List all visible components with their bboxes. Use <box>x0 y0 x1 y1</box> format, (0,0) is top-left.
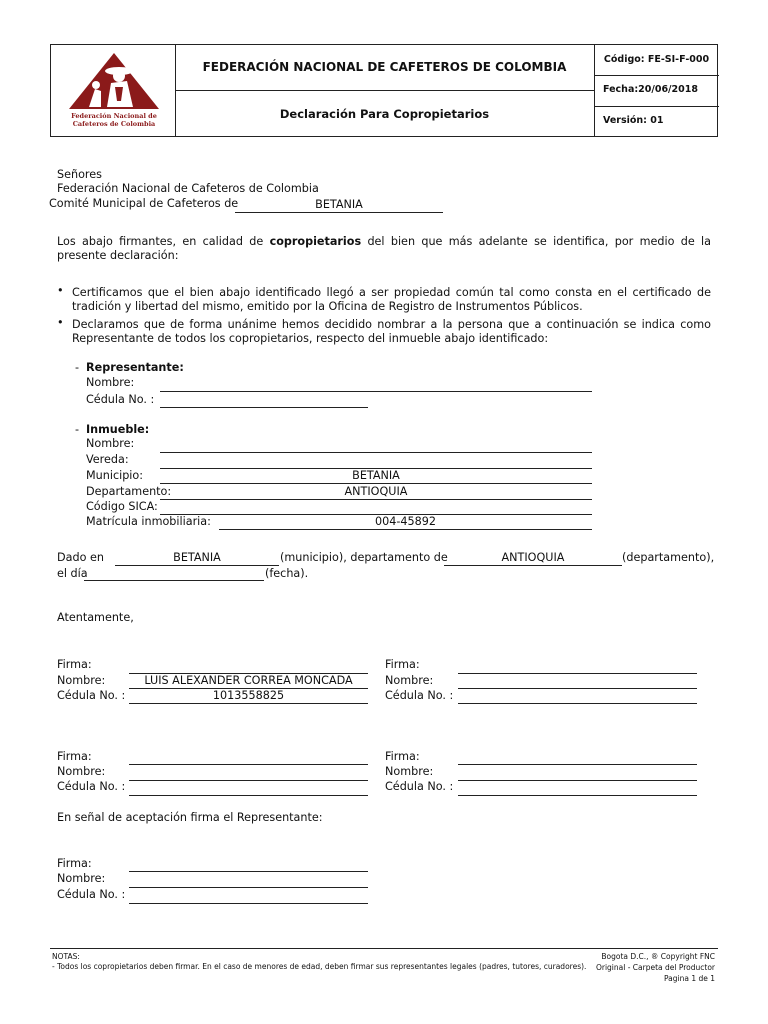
sig1-nombre-field[interactable]: LUIS ALEXANDER CORREA MONCADA <box>144 674 353 687</box>
sig2-firma-label: Firma: <box>385 658 420 671</box>
inmueble-name-label: Nombre: <box>86 437 135 450</box>
sig2-firma-field[interactable] <box>458 673 697 674</box>
sig4-nombre-label: Nombre: <box>385 765 434 778</box>
acceptance-text: En señal de aceptación firma el Representante: <box>57 811 323 824</box>
sig5-firma-label: Firma: <box>57 857 92 870</box>
salutation-line3: Comité Municipal de Cafeteros de <box>49 197 239 210</box>
representante-title: Representante: <box>86 361 184 374</box>
bullet-item-2: Declaramos que de forma unánime hemos decidido nombrar a la persona que a continuación se indica como Representante de todos los copropietarios, respecto del inmueble abajo identificado: <box>72 318 711 345</box>
document-code: Código: FE-SI-F-000 <box>603 54 710 65</box>
sig5-cedula-field[interactable] <box>129 903 368 904</box>
sig3-nombre-field[interactable] <box>129 780 368 781</box>
logo-text-line2: Cafeteros de Colombia <box>72 120 156 128</box>
closing-text: Atentamente, <box>57 611 134 624</box>
footer-divider <box>50 948 718 949</box>
inmueble-sica-label: Código SICA: <box>86 500 158 513</box>
sig5-nombre-field[interactable] <box>129 887 368 888</box>
dado-day-label: el día <box>57 567 88 580</box>
fnc-logo <box>65 51 163 133</box>
representante-name-field[interactable] <box>160 391 592 392</box>
sig5-nombre-label: Nombre: <box>57 872 106 885</box>
document-header <box>50 44 718 137</box>
bullet-item-1: Certificamos que el bien abajo identificado llegó a ser propiedad común tal como consta en el certificado de tradición y libertad del mismo, emitido por la Oficina de Registro de Instrumentos Públicos. <box>72 286 711 313</box>
sig1-cedula-label: Cédula No. : <box>57 689 126 702</box>
footer-notes-text: - Todos los copropietarios deben firmar. En el caso de menores de edad, deben firmar sus representantes legales (padres, tutores, curadores). <box>52 962 587 971</box>
document-date: Fecha:20/06/2018 <box>603 84 698 95</box>
sig2-cedula-label: Cédula No. : <box>385 689 454 702</box>
dado-en-label: Dado en <box>57 551 104 564</box>
sig3-nombre-label: Nombre: <box>57 765 106 778</box>
representante-dash: - <box>75 361 80 374</box>
inmueble-matricula-field[interactable]: 004-45892 <box>375 515 436 528</box>
representante-id-label: Cédula No. : <box>86 393 155 406</box>
inmueble-vereda-label: Vereda: <box>86 453 129 466</box>
document-title: Declaración Para Copropietarios <box>279 107 490 121</box>
sig1-firma-label: Firma: <box>57 658 92 671</box>
coffee-grower-logo-icon <box>65 51 163 113</box>
dado-fecha-field[interactable] <box>84 580 264 581</box>
footer-original: Original - Carpeta del Productor <box>595 963 715 972</box>
dado-departamento-field[interactable]: ANTIOQUIA <box>501 551 565 564</box>
representante-name-label: Nombre: <box>86 376 135 389</box>
dado-middle-text: (municipio), departamento de <box>280 551 448 564</box>
sig4-firma-field[interactable] <box>458 764 697 765</box>
sig5-cedula-label: Cédula No. : <box>57 888 126 901</box>
inmueble-departamento-label: Departamento: <box>86 485 172 498</box>
sig2-nombre-field[interactable] <box>458 688 697 689</box>
sig3-firma-label: Firma: <box>57 750 92 763</box>
salutation-line2: Federación Nacional de Cafeteros de Colombia <box>57 182 319 195</box>
inmueble-departamento-field[interactable]: ANTIOQUIA <box>344 485 408 498</box>
inmueble-name-field[interactable] <box>160 452 592 453</box>
sig2-cedula-field[interactable] <box>458 703 697 704</box>
dado-municipio-field[interactable]: BETANIA <box>173 551 221 564</box>
intro-paragraph <box>57 235 711 263</box>
sig1-cedula-field[interactable]: 1013558825 <box>212 689 285 702</box>
sig4-cedula-field[interactable] <box>458 795 697 796</box>
sig2-nombre-label: Nombre: <box>385 674 434 687</box>
dado-fecha-label: (fecha). <box>265 567 309 580</box>
document-version: Versión: 01 <box>603 115 664 126</box>
sig4-nombre-field[interactable] <box>458 780 697 781</box>
sig1-nombre-label: Nombre: <box>57 674 106 687</box>
sig4-firma-label: Firma: <box>385 750 420 763</box>
inmueble-matricula-label: Matrícula inmobiliaria: <box>86 515 211 528</box>
sig3-cedula-field[interactable] <box>129 795 368 796</box>
inmueble-municipio-label: Municipio: <box>86 469 144 482</box>
salutation-line1: Señores <box>57 168 102 181</box>
footer-copyright: Bogota D.C., ® Copyright FNC <box>601 952 715 961</box>
representante-id-field[interactable] <box>160 407 368 408</box>
inmueble-title: Inmueble: <box>86 423 150 436</box>
footer-page-number: Pagina 1 de 1 <box>663 974 715 983</box>
organization-title: FEDERACIÓN NACIONAL DE CAFETEROS DE COLOMBIA <box>202 60 567 74</box>
inmueble-municipio-field[interactable]: BETANIA <box>352 469 400 482</box>
sig5-firma-field[interactable] <box>129 871 368 872</box>
intro-text-2: del bien que más adelante se identifica, por medio de la presente declaración: <box>57 235 712 262</box>
sig3-cedula-label: Cédula No. : <box>57 780 126 793</box>
sig3-firma-field[interactable] <box>129 764 368 765</box>
sig4-cedula-label: Cédula No. : <box>385 780 454 793</box>
committee-field[interactable]: BETANIA <box>315 198 363 211</box>
bullet-dot-2: • <box>57 316 64 329</box>
dado-end-text: (departamento), <box>622 551 715 564</box>
bullet-dot-1: • <box>57 284 64 297</box>
footer-notes-title: NOTAS: <box>52 952 80 961</box>
inmueble-dash: - <box>75 423 80 436</box>
logo-text-line1: Federación Nacional de <box>71 112 157 120</box>
intro-text-1: Los abajo firmantes, en calidad de <box>57 235 270 248</box>
intro-bold: copropietarios <box>269 235 362 248</box>
